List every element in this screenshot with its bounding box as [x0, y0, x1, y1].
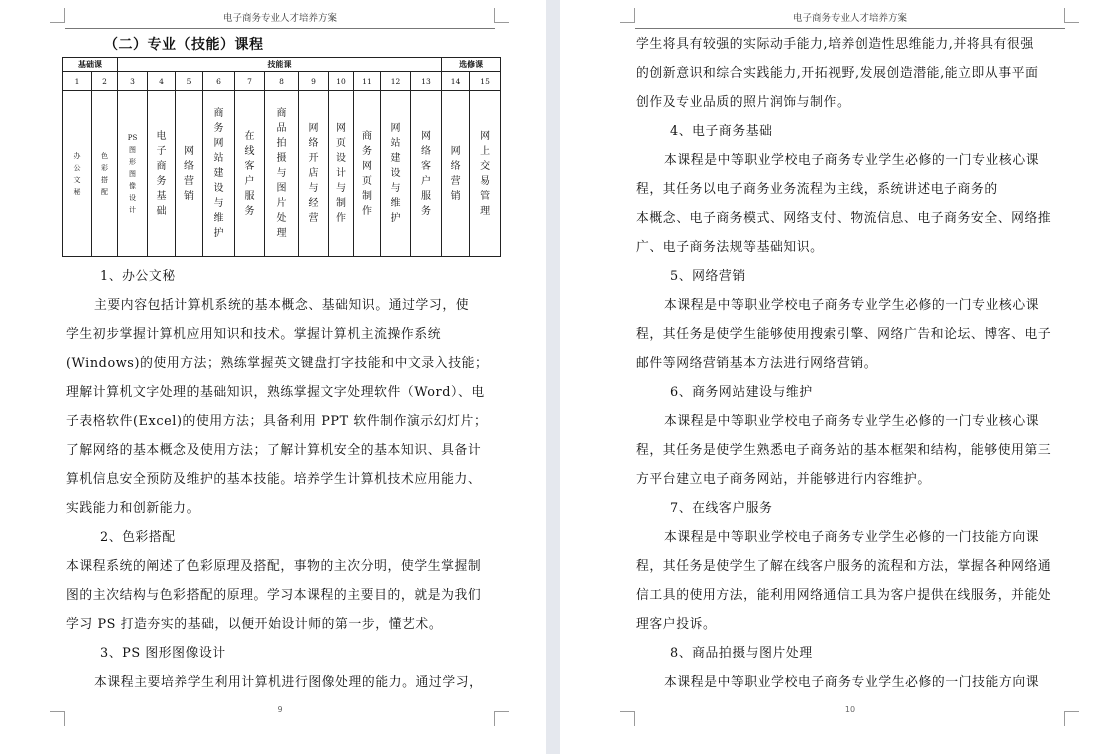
group-header: 基础课 — [63, 58, 118, 72]
page-number: 9 — [277, 705, 283, 714]
course-name-cell — [381, 91, 411, 257]
course-name: 商品拍摄与图片处理 — [276, 108, 287, 239]
text-line: 本课程是中等职业学校电子商务专业学生必修的一门专业核心课 — [664, 153, 1040, 168]
text-line: 学习 PS 打造夯实的基础，以便开始设计师的第一步，懂艺术。 — [66, 617, 443, 632]
crop-mark — [620, 711, 635, 726]
subsection-heading: 8、商品拍摄与图片处理 — [670, 646, 813, 661]
course-number: 14 — [442, 72, 470, 91]
text-line: 理客户投诉。 — [636, 617, 717, 632]
text-line: 方平台建立电子商务网站，并能够进行内容维护。 — [636, 472, 931, 487]
course-number: 13 — [411, 72, 442, 91]
text-line: 理解计算机文字处理的基础知识，熟练掌握文字处理软件（Word）、电 — [66, 385, 485, 400]
text-line: 本课程是中等职业学校电子商务专业学生必修的一门专业核心课 — [664, 298, 1040, 313]
text-line: 本概念、电子商务模式、网络支付、物流信息、电子商务安全、网络推 — [636, 211, 1052, 226]
crop-mark — [1064, 711, 1079, 726]
subsection-heading: 5、网络营销 — [670, 269, 746, 284]
course-name-cell — [92, 91, 118, 257]
text-line: 学生初步掌握计算机应用知识和技术。掌握计算机主流操作系统 — [66, 327, 442, 342]
course-number: 15 — [470, 72, 501, 91]
course-name: 网络客户服务 — [421, 130, 432, 217]
crop-mark — [50, 711, 65, 726]
course-number: 12 — [381, 72, 411, 91]
page-number: 10 — [844, 705, 856, 714]
course-name: 网络开店与经营 — [308, 123, 319, 224]
course-number: 8 — [265, 72, 299, 91]
course-number: 11 — [354, 72, 381, 91]
course-number: 9 — [299, 72, 329, 91]
text-line: 广、电子商务法规等基础知识。 — [636, 240, 824, 255]
text-line: 本课程是中等职业学校电子商务专业学生必修的一门专业核心课 — [664, 414, 1040, 429]
course-number: 1 — [63, 72, 92, 91]
course-name: 网络营销 — [450, 145, 461, 202]
text-line: 创作及专业品质的照片润饰与制作。 — [636, 95, 851, 110]
course-number: 5 — [176, 72, 203, 91]
subsection-heading: 6、商务网站建设与维护 — [670, 385, 813, 400]
course-name: 办公文秘 — [73, 151, 81, 196]
subsection-heading: 4、电子商务基础 — [670, 124, 773, 139]
course-name: 色彩搭配 — [101, 151, 108, 196]
text-line: 邮件等网络营销基本方法进行网络营销。 — [636, 356, 878, 371]
course-name-cell — [470, 91, 501, 257]
course-name-cell — [235, 91, 265, 257]
text-line: 子表格软件(Excel)的使用方法；具备利用 PPT 软件制作演示幻灯片； — [66, 414, 488, 429]
subsection-heading: 3、PS 图形图像设计 — [100, 646, 226, 661]
course-name-cell — [329, 91, 354, 257]
course-number: 2 — [92, 72, 118, 91]
course-name: 网上交易管理 — [480, 130, 491, 217]
text-line: 图的主次结构与色彩搭配的原理。学习本课程的主要目的，就是为我们 — [66, 588, 482, 603]
course-name-cell — [176, 91, 203, 257]
text-line: 程，其任务是使学生熟悉电子商务站的基本框架和结构，能够使用第三 — [636, 443, 1052, 458]
text-line: 学生将具有较强的实际动手能力,培养创造性思维能力,并将具有很强 — [636, 37, 1034, 52]
course-number: 7 — [235, 72, 265, 91]
text-line: 了解网络的基本概念及使用方法；了解计算机安全的基本知识、具备计 — [66, 443, 482, 458]
course-number: 3 — [118, 72, 148, 91]
course-name-cell — [203, 91, 235, 257]
body-text — [66, 262, 500, 697]
course-name-cell — [265, 91, 299, 257]
text-line: 程，其任务以电子商务业务流程为主线，系统讲述电子商务的 — [636, 182, 998, 197]
text-line: 本课程是中等职业学校电子商务专业学生必修的一门技能方向课 — [664, 675, 1040, 690]
text-line: 算机信息安全预防及维护的基本技能。培养学生计算机技术应用能力、 — [66, 472, 482, 487]
subsection-heading: 2、色彩搭配 — [100, 530, 176, 545]
text-line: 本课程主要培养学生利用计算机进行图像处理的能力。通过学习， — [94, 675, 483, 690]
text-line: 实践能力和创新能力。 — [66, 501, 200, 516]
text-line: 程，其任务是使学生了解在线客户服务的流程和方法，掌握各种网络通 — [636, 559, 1052, 574]
crop-mark — [494, 8, 509, 23]
text-line: 程，其任务是使学生能够使用搜索引擎、网络广告和论坛、博客、电子 — [636, 327, 1052, 342]
course-name: 电子商务基础 — [156, 130, 167, 217]
subsection-heading: 7、在线客户服务 — [670, 501, 773, 516]
course-name: 网络营销 — [184, 145, 194, 202]
course-name-cell — [299, 91, 329, 257]
page-header: 电子商务专业人才培养方案 — [65, 10, 495, 29]
subsection-heading: 1、办公文秘 — [100, 269, 176, 284]
text-line: 信工具的使用方法，能利用网络通信工具为客户提供在线服务，并能处 — [636, 588, 1052, 603]
body-text — [636, 30, 1066, 697]
crop-mark — [50, 8, 65, 23]
crop-mark — [494, 711, 509, 726]
text-line: 本课程系统的阐述了色彩原理及搭配，事物的主次分明，使学生掌握制 — [66, 559, 482, 574]
text-line: (Windows)的使用方法；熟练掌握英文键盘打字技能和中文录入技能； — [66, 356, 489, 371]
course-number: 6 — [203, 72, 235, 91]
crop-mark — [620, 8, 635, 23]
page-gutter — [546, 0, 560, 754]
course-name: 网页设计与制作 — [336, 123, 346, 224]
course-name: 商务网站建设与维护 — [213, 108, 224, 239]
document-page-right — [560, 0, 1106, 754]
text-line: 本课程是中等职业学校电子商务专业学生必修的一门技能方向课 — [664, 530, 1040, 545]
text-line: 主要内容包括计算机系统的基本概念、基础知识。通过学习，使 — [94, 298, 470, 313]
course-name: 在线客户服务 — [244, 130, 255, 217]
page-header: 电子商务专业人才培养方案 — [635, 10, 1065, 29]
course-name-cell — [148, 91, 176, 257]
group-header: 选修课 — [442, 58, 501, 72]
course-name-cell — [442, 91, 470, 257]
group-header: 技能课 — [118, 58, 442, 72]
section-title: （二）专业（技能）课程 — [104, 37, 264, 53]
course-number: 10 — [329, 72, 354, 91]
course-name: 商务网页制作 — [362, 130, 372, 217]
course-name-cell — [354, 91, 381, 257]
curriculum-table — [62, 57, 501, 257]
course-name: 网站建设与维护 — [390, 123, 401, 224]
course-number: 4 — [148, 72, 176, 91]
text-line: 的创新意识和综合实践能力,开拓视野,发展创造潜能,能立即从事平面 — [636, 66, 1039, 81]
crop-mark — [1064, 8, 1079, 23]
course-name-cell — [63, 91, 92, 257]
course-name-cell — [118, 91, 148, 257]
course-name-cell — [411, 91, 442, 257]
course-name: PS图形图像设计 — [127, 133, 138, 214]
document-page-left — [0, 0, 546, 754]
